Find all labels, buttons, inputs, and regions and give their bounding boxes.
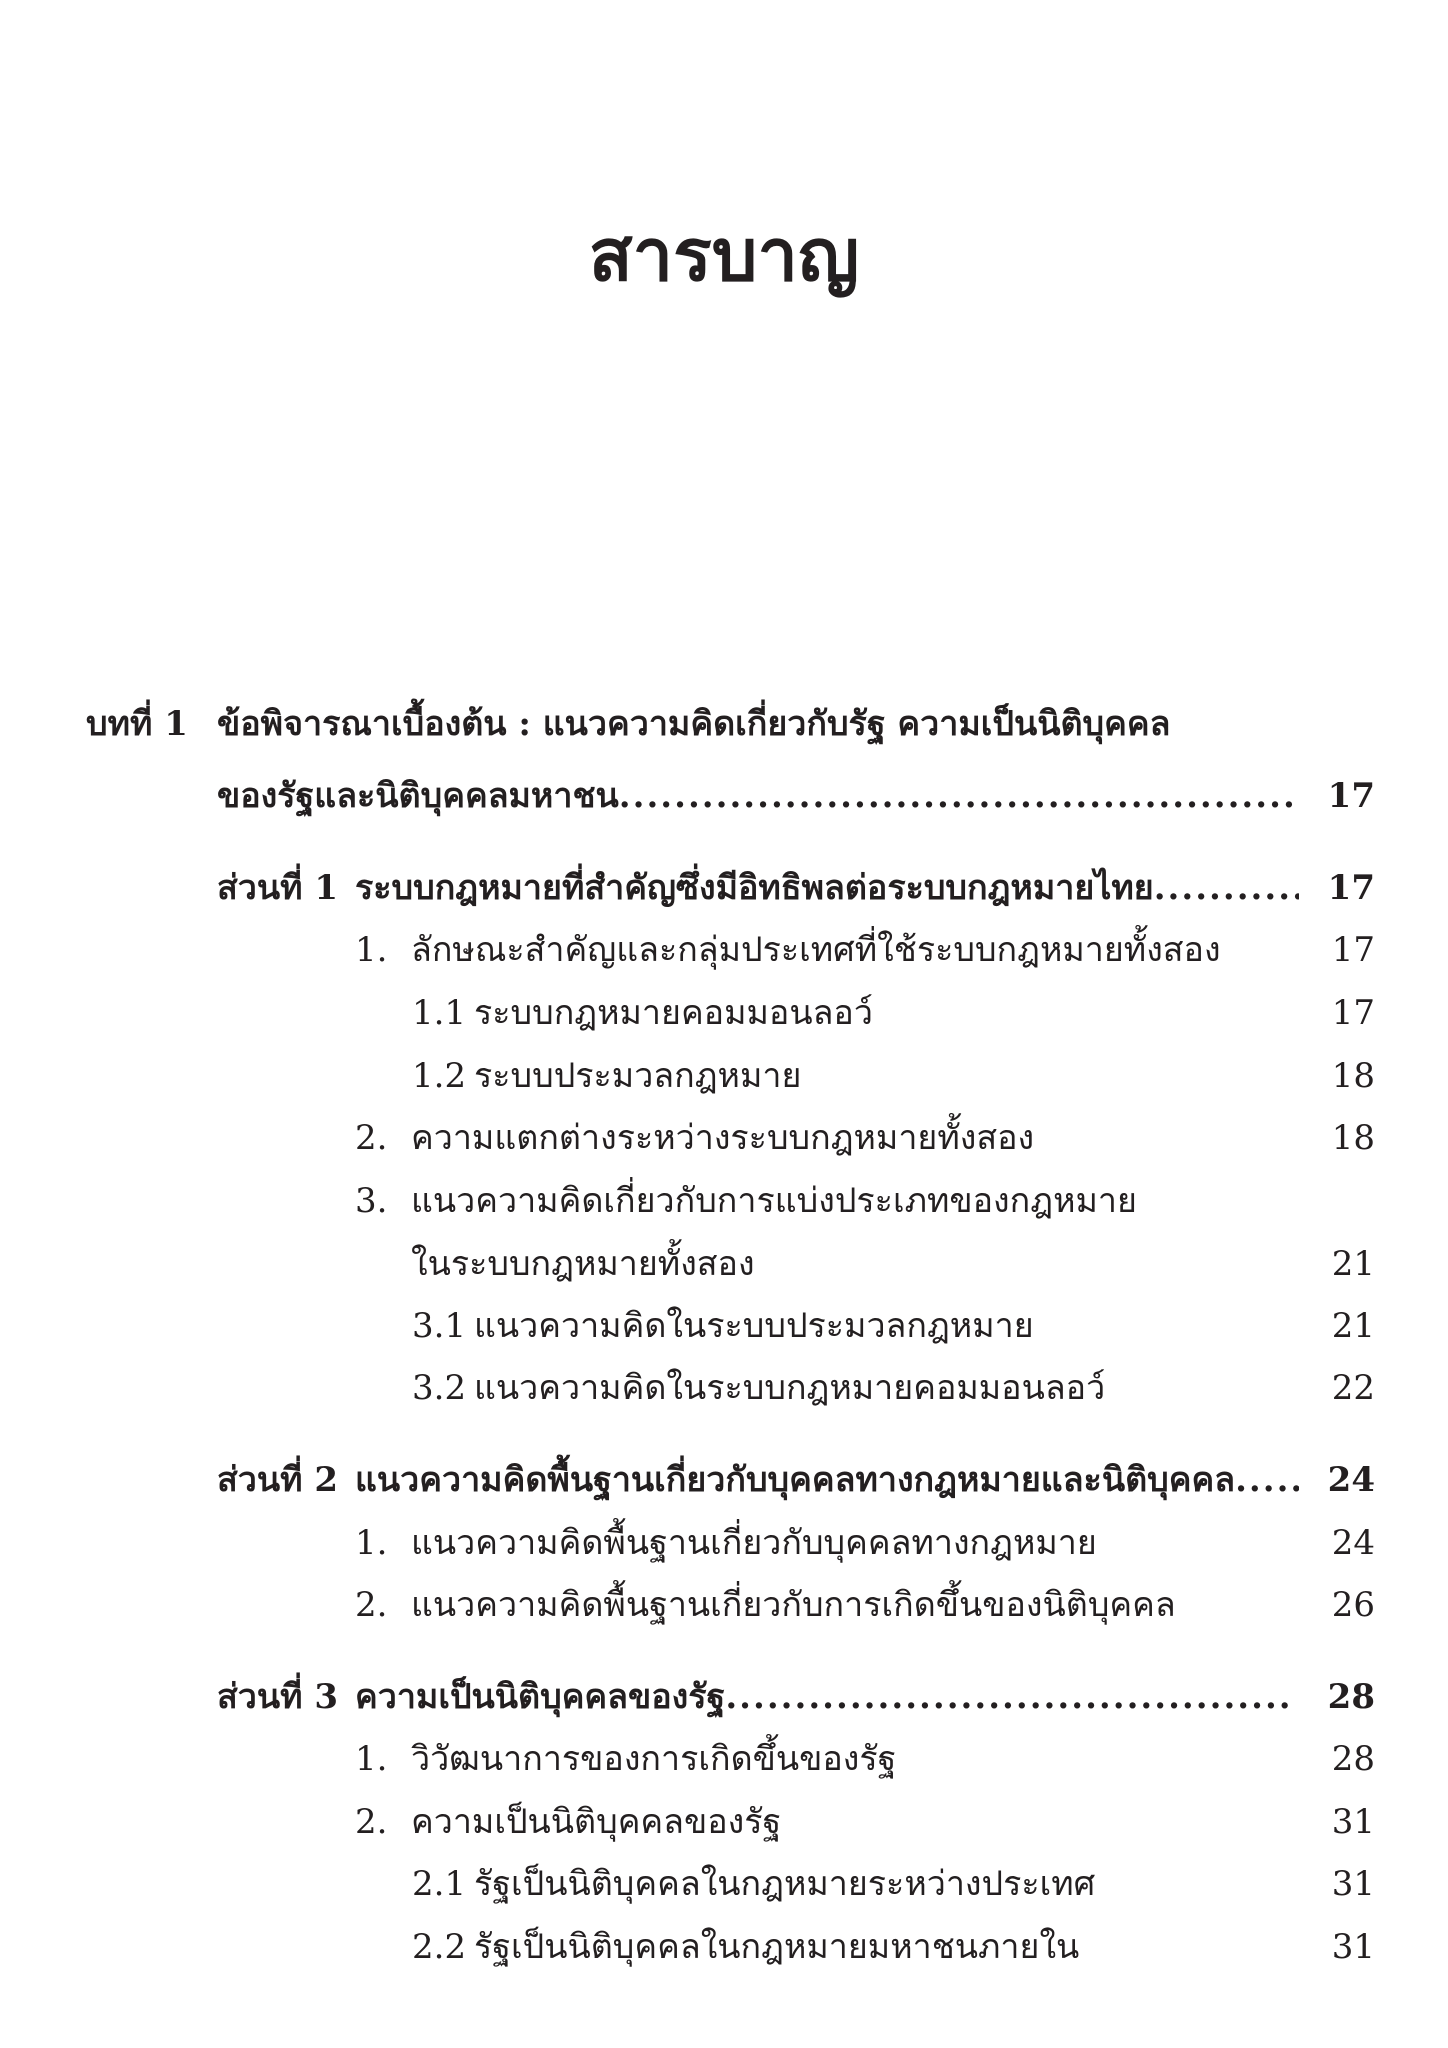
item-number: 3. (355, 1181, 388, 1221)
toc-item[interactable] (0, 1575, 1448, 1635)
item-number: 3.1 (412, 1306, 467, 1346)
toc-subitem[interactable] (0, 983, 1448, 1043)
item-text: แนวความคิดในระบบกฎหมายคอมมอนลอว์ (474, 1368, 1106, 1408)
dot-leader (217, 766, 1299, 826)
page-number: 31 (1331, 1927, 1375, 1967)
chapter-title-line1: ข้อพิจารณาเบื้องต้น : แนวความคิดเกี่ยวกับรัฐ ความเป็นนิติบุคคล (217, 704, 1171, 744)
dot-leader (355, 858, 1299, 918)
page-number: 21 (1331, 1306, 1375, 1346)
toc-item-continued[interactable] (0, 1234, 1448, 1294)
toc-subitem[interactable] (0, 1854, 1448, 1914)
page-number: 17 (1327, 776, 1375, 816)
item-text: ระบบกฎหมายคอมมอนลอว์ (474, 993, 873, 1033)
page-number: 22 (1331, 1368, 1375, 1408)
item-text: แนวความคิดพื้นฐานเกี่ยวกับบุคคลทางกฎหมาย (411, 1523, 1097, 1563)
chapter-heading[interactable] (0, 694, 1448, 754)
page-number: 28 (1327, 1677, 1375, 1717)
page-number: 17 (1331, 930, 1375, 970)
toc-subitem[interactable] (0, 1358, 1448, 1418)
page-number: 31 (1331, 1864, 1375, 1904)
section-label: ส่วนที่ 2 (217, 1460, 338, 1500)
page-number: 31 (1331, 1802, 1375, 1842)
item-text: แนวความคิดเกี่ยวกับการแบ่งประเภทของกฎหมาย (411, 1181, 1137, 1221)
leader-dots (619, 766, 1299, 826)
item-number: 1. (355, 1739, 388, 1779)
page-number: 26 (1331, 1585, 1375, 1625)
section-title: ระบบกฎหมายที่สำคัญซึ่งมีอิทธิพลต่อระบบกฎหมายไทย (355, 868, 1154, 908)
page-number: 17 (1327, 868, 1375, 908)
item-number: 1.1 (412, 993, 467, 1033)
page-number: 21 (1331, 1244, 1375, 1284)
chapter-heading-continued[interactable] (0, 766, 1448, 826)
item-text-line2: ในระบบกฎหมายทั้งสอง (411, 1244, 755, 1284)
item-text: ระบบประมวลกฎหมาย (474, 1056, 802, 1096)
item-number: 2. (355, 1802, 388, 1842)
item-text: ลักษณะสำคัญและกลุ่มประเทศที่ใช้ระบบกฎหมายทั้งสอง (411, 930, 1221, 970)
item-number: 2.2 (412, 1927, 467, 1967)
item-number: 1.2 (412, 1056, 467, 1096)
page-number: 24 (1327, 1460, 1375, 1500)
item-text: รัฐเป็นนิติบุคคลในกฎหมายมหาชนภายใน (474, 1927, 1080, 1967)
item-number: 2.1 (412, 1864, 467, 1904)
section-2-heading[interactable] (0, 1450, 1448, 1510)
section-label: ส่วนที่ 1 (217, 868, 338, 908)
toc-item[interactable] (0, 1171, 1448, 1231)
item-number: 2. (355, 1118, 388, 1158)
item-number: 3.2 (412, 1368, 467, 1408)
item-text: แนวความคิดพื้นฐานเกี่ยวกับการเกิดขึ้นของนิติบุคคล (411, 1585, 1176, 1625)
section-title: ความเป็นนิติบุคคลของรัฐ (355, 1677, 726, 1717)
dot-leader (355, 1450, 1299, 1510)
toc-item[interactable] (0, 1729, 1448, 1789)
leader-dots (1235, 1450, 1299, 1510)
item-text: วิวัฒนาการของการเกิดขึ้นของรัฐ (411, 1739, 897, 1779)
chapter-label: บทที่ 1 (86, 704, 188, 744)
chapter-title-line2: ของรัฐและนิติบุคคลมหาชน (217, 776, 619, 816)
item-text: แนวความคิดในระบบประมวลกฎหมาย (474, 1306, 1034, 1346)
toc-subitem[interactable] (0, 1296, 1448, 1356)
dot-leader (355, 1667, 1289, 1727)
item-text: ความเป็นนิติบุคคลของรัฐ (411, 1802, 782, 1842)
toc-item[interactable] (0, 1108, 1448, 1168)
item-text: รัฐเป็นนิติบุคคลในกฎหมายระหว่างประเทศ (474, 1864, 1096, 1904)
page-number: 18 (1331, 1118, 1375, 1158)
toc-item[interactable] (0, 1792, 1448, 1852)
item-number: 1. (355, 930, 388, 970)
leader-dots (725, 1667, 1289, 1727)
toc-item[interactable] (0, 920, 1448, 980)
item-number: 2. (355, 1585, 388, 1625)
section-label: ส่วนที่ 3 (217, 1677, 338, 1717)
leader-dots (1154, 858, 1299, 918)
section-1-heading[interactable] (0, 858, 1448, 918)
page-number: 24 (1331, 1523, 1375, 1563)
section-title: แนวความคิดพื้นฐานเกี่ยวกับบุคคลทางกฎหมายและนิติบุคคล (355, 1460, 1236, 1500)
item-text: ความแตกต่างระหว่างระบบกฎหมายทั้งสอง (411, 1118, 1035, 1158)
toc-subitem[interactable] (0, 1046, 1448, 1106)
item-number: 1. (355, 1523, 388, 1563)
section-3-heading[interactable] (0, 1667, 1448, 1727)
page-number: 28 (1331, 1739, 1375, 1779)
page-number: 18 (1331, 1056, 1375, 1096)
toc-item[interactable] (0, 1513, 1448, 1573)
page-number: 17 (1331, 993, 1375, 1033)
page-title: สารบาญ (588, 212, 860, 297)
toc-subitem[interactable] (0, 1917, 1448, 1977)
